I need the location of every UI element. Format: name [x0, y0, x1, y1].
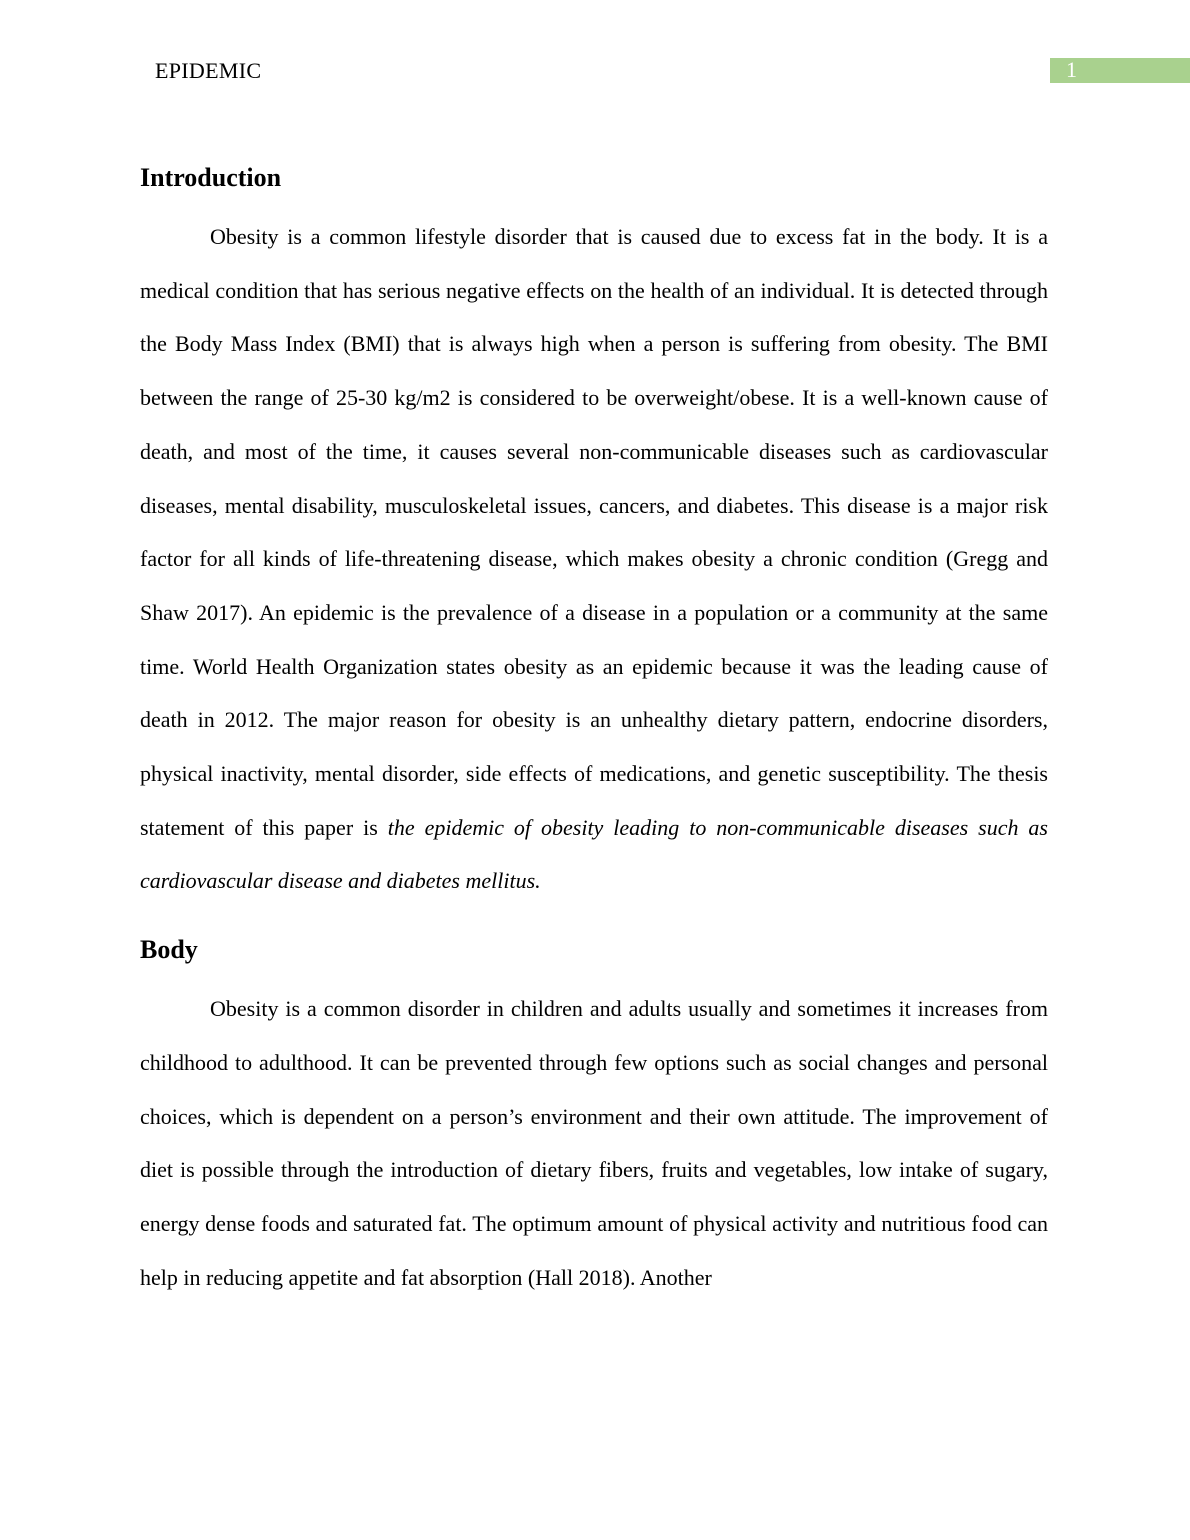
section-heading-introduction: Introduction — [140, 163, 282, 192]
introduction-text: Obesity is a common lifestyle disorder that is caused due to excess fat in the body. It is a medical condition that has serious negative effects on the health of an individual. It is detected through the Body Mass Index (BMI) that is always high when a person is suffering from obesity. The BMI between the range of 25-30 kg/m2 is considered to be overweight/obese. It is a well-known cause of death, and most of the time, it causes several non-communicable diseases such as cardiovascular diseases, mental disability, musculoskeletal issues, cancers, and diabetes. This disease is a major risk factor for all kinds of life-threatening disease, which makes obesity a chronic condition (Gregg and Shaw 2017). An epidemic is the prevalence of a disease in a population or a community at the same time. World Health Organization states obesity as an epidemic because it was the leading cause of death in 2012. The major reason for obesity is an unhealthy dietary pattern, endocrine disorders, physical inactivity, mental disorder, side effects of medications, and genetic susceptibility. The thesis statement of this paper is — [140, 224, 1048, 840]
running-head: EPIDEMIC — [155, 58, 262, 83]
thesis-statement: the epidemic of obesity leading to non-communicable diseases such as cardiovascular disease and diabetes mellitus. — [140, 814, 1048, 894]
document-body — [140, 160, 1048, 1304]
body-text: Obesity is a common disorder in children and adults usually and sometimes it increases from childhood to adulthood. It can be prevented through few options such as social changes and personal choices, which is dependent on a person’s environment and their own attitude. The improvement of diet is possible through the introduction of dietary fibers, fruits and vegetables, low intake of sugary, energy dense foods and saturated fat. The optimum amount of physical activity and nutritious food can help in reducing appetite and fat absorption (Hall 2018). Another — [140, 996, 1048, 1290]
section-heading-body: Body — [140, 935, 198, 965]
body-paragraph — [140, 982, 1048, 1304]
introduction-paragraph — [140, 210, 1048, 908]
page-number: 1 — [1066, 57, 1077, 82]
page-number-badge — [1050, 58, 1190, 83]
